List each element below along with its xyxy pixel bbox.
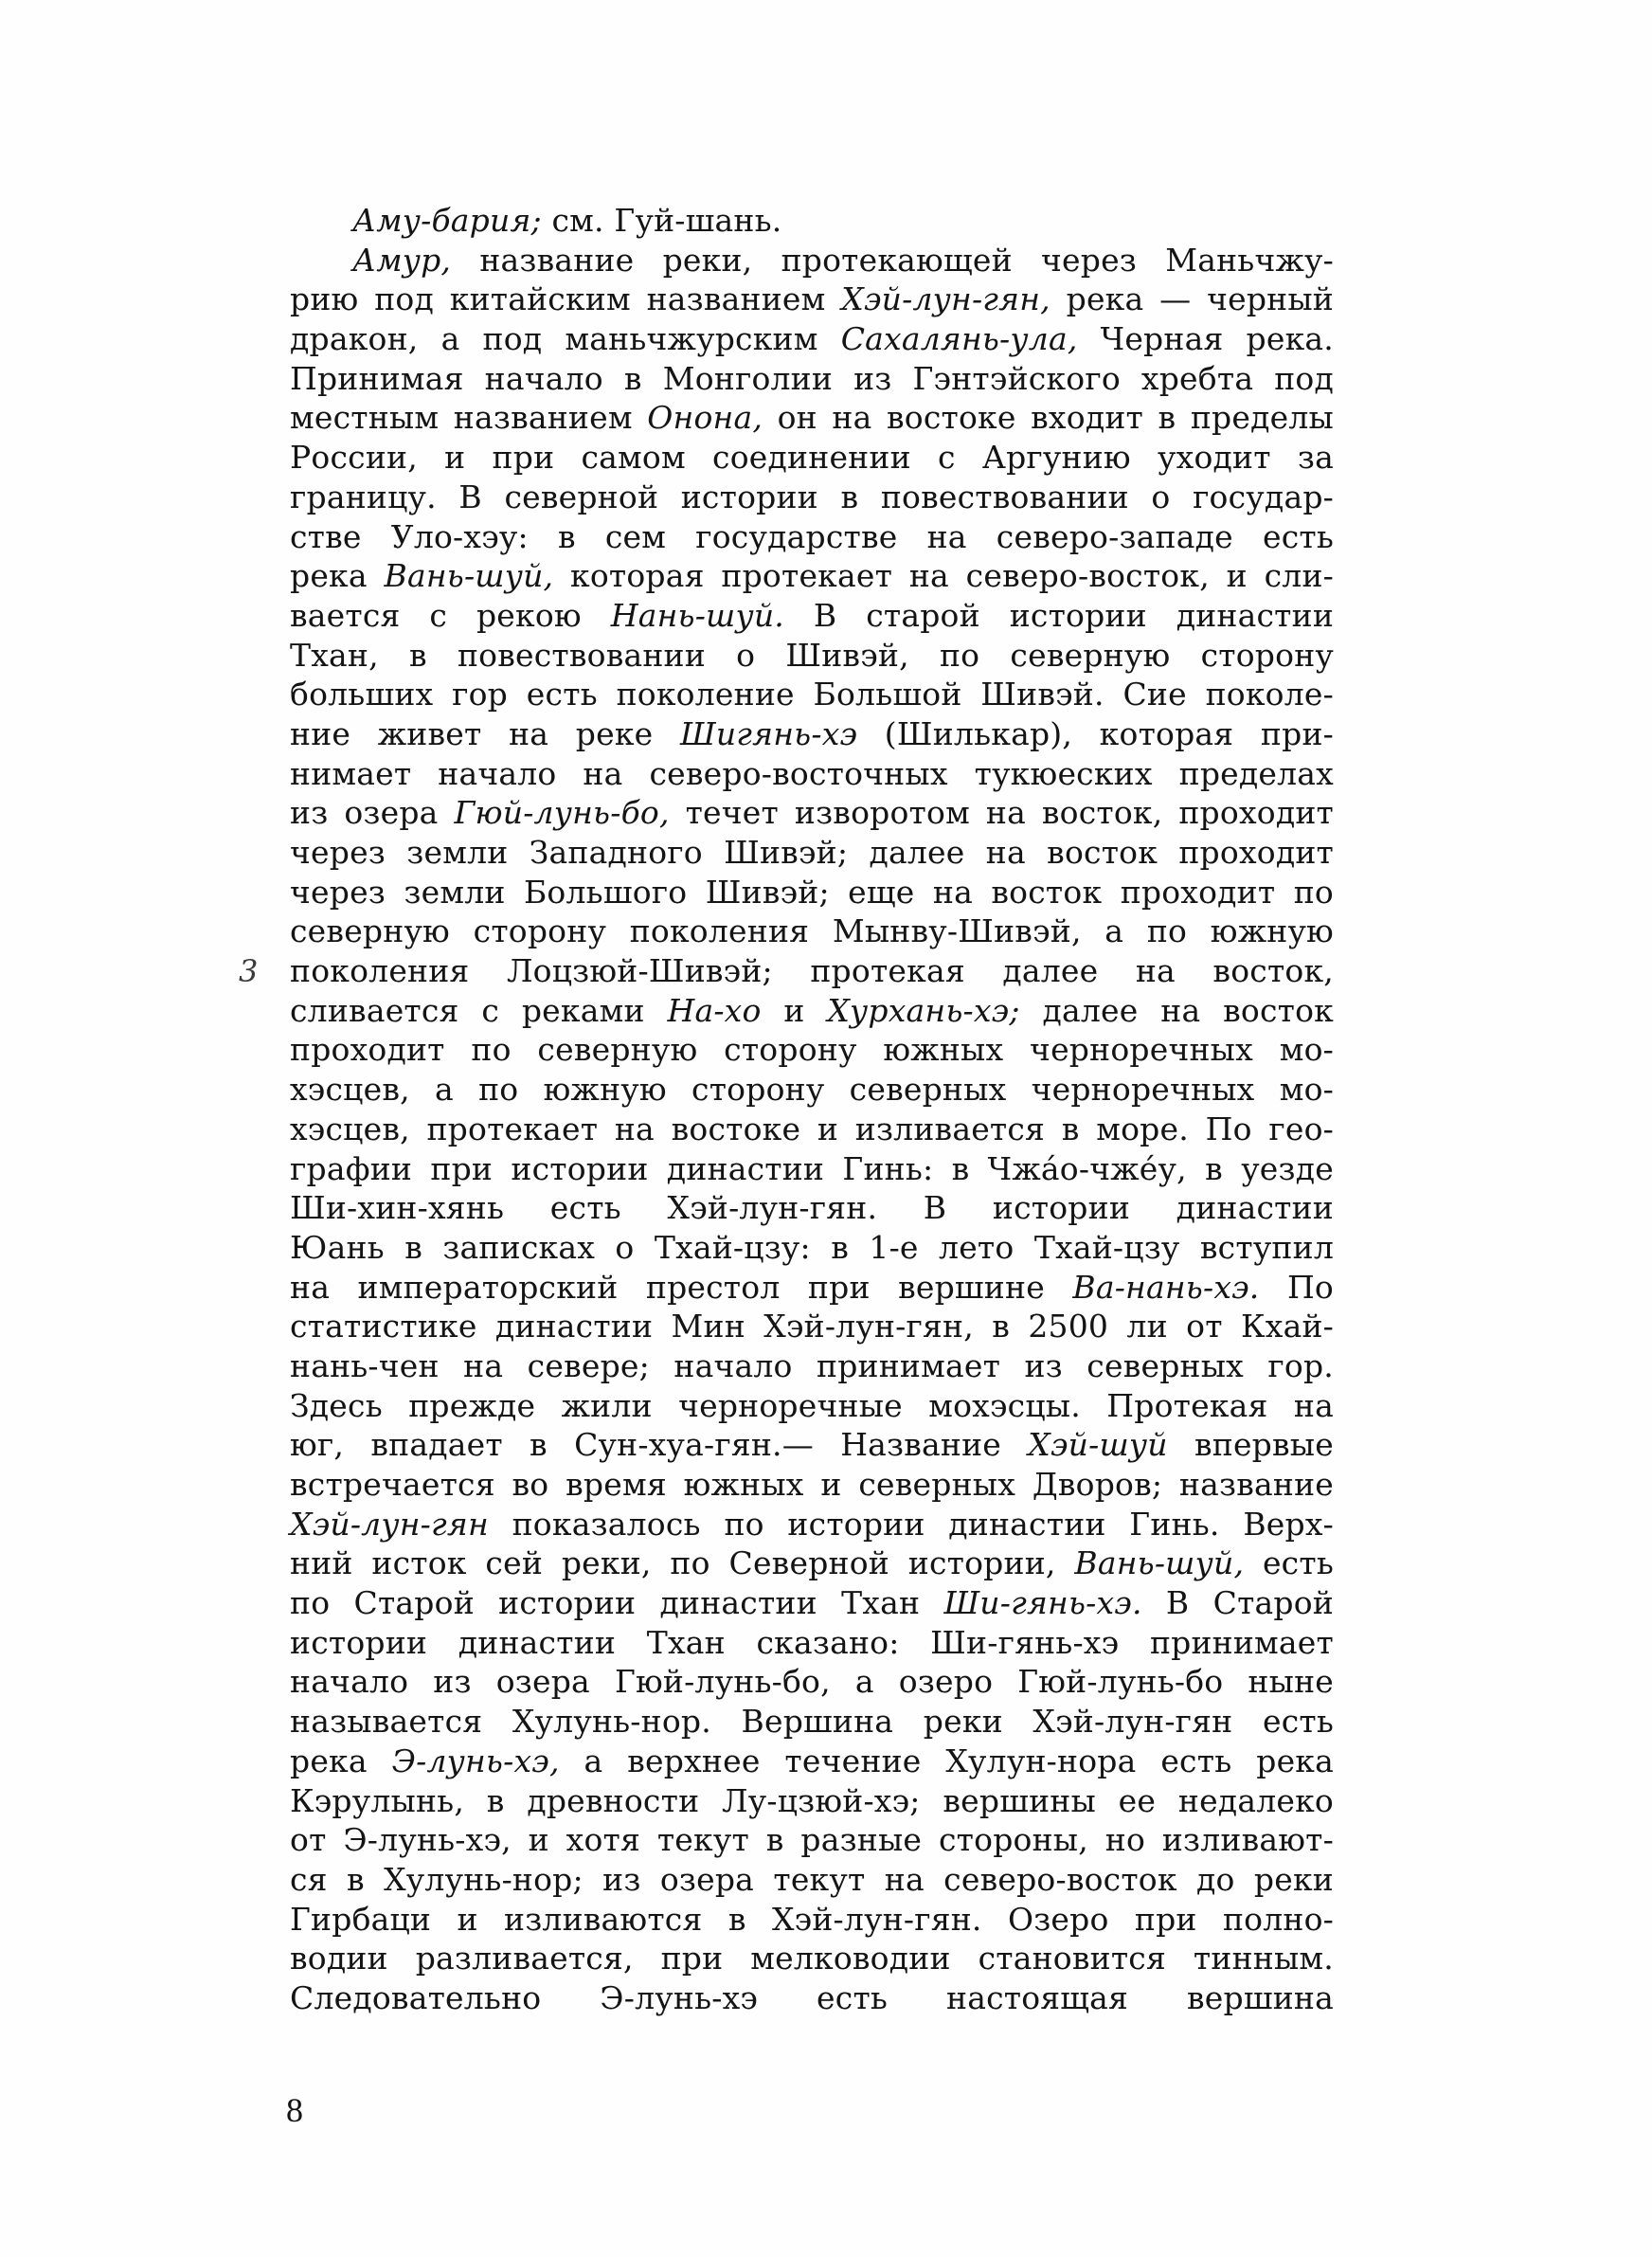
text-line: [290, 991, 1334, 1031]
text-run: Юань в записках о Тхай-цзу: в 1-е лето Тхай-цзу вступил: [290, 1228, 1334, 1266]
text-run: проходит по северную сторону южных черноречных мо-: [290, 1031, 1334, 1069]
text-run: рию под китайским названием: [290, 280, 842, 318]
text-run: начало из озера Гюй-лунь-бо, а озеро Гюй-лунь-бо ныне: [290, 1663, 1334, 1701]
text-run: местным названием: [290, 399, 648, 437]
italic-term: Э-лунь-хэ,: [391, 1742, 560, 1779]
text-run: больших гор есть поколение Большой Шивэй. Сие поколе-: [290, 676, 1334, 713]
text-line: [290, 438, 1334, 478]
text-run: графии при истории династии Гинь: в Чжáо-чжéу, в уезде: [290, 1149, 1334, 1187]
text-line: [290, 319, 1334, 359]
text-line: [290, 912, 1334, 951]
text-run: которая протекает на северо-восток, и сли-: [553, 557, 1334, 595]
text-run: далее на восток: [1019, 991, 1334, 1029]
text-run: статистике династии Мин Хэй-лун-гян, в 2500 ли от Кхай-: [290, 1308, 1334, 1345]
italic-term: Гюй-лунь-бо,: [454, 794, 670, 832]
text-line: [290, 280, 1334, 319]
text-line: [290, 754, 1334, 794]
text-line: [290, 1623, 1334, 1663]
text-run: стве Уло-хэу: в сем государстве на северо-западе есть: [290, 517, 1334, 555]
text-run: через земли Западного Шивэй; далее на восток проходит: [290, 834, 1334, 871]
text-run: Здесь прежде жили черноречные мохэсцы. Протекая на: [290, 1386, 1334, 1424]
text-run: через земли Большого Шивэй; еще на восток проходит по: [290, 873, 1334, 911]
body-text: [290, 201, 1334, 2018]
text-line: [290, 517, 1334, 557]
margin-mark: 3: [239, 953, 259, 989]
text-run: хэсцев, протекает на востоке и изливается в море. По гео-: [290, 1110, 1334, 1147]
text-run: дракон, а под маньчжурским: [290, 320, 841, 358]
italic-term: Хэй-лун-гян: [290, 1505, 489, 1543]
text-line: [290, 1583, 1334, 1623]
italic-term: Шигянь-хэ: [680, 714, 858, 752]
text-run: северную сторону поколения Мынву-Шивэй, а по южную: [290, 912, 1334, 950]
italic-term: Сахалянь-ула,: [840, 320, 1078, 358]
text-line: [290, 1268, 1334, 1308]
text-run: называется Хулунь-нор. Вершина реки Хэй-лун-гян есть: [290, 1703, 1334, 1741]
italic-term: Онона,: [647, 399, 763, 437]
text-run: показалось по истории династии Гинь. Верх-: [488, 1505, 1334, 1543]
text-line: [290, 1386, 1334, 1426]
italic-term: Аму-бария;: [352, 202, 542, 239]
text-run: и: [761, 991, 828, 1029]
text-run: впервые: [1167, 1426, 1334, 1464]
text-run: от Э-лунь-хэ, и хотя текут в разные стороны, но изливают-: [290, 1821, 1334, 1859]
text-run: нань-чен на севере; начало принимает из северных гор.: [290, 1346, 1334, 1384]
text-run: встречается во время южных и северных Дворов; название: [290, 1466, 1334, 1503]
italic-term: Хурхань-хэ;: [827, 991, 1020, 1029]
text-run: Ши-хин-хянь есть Хэй-лун-гян. В истории династии: [290, 1189, 1334, 1227]
page-number: 8: [286, 2091, 303, 2129]
text-line: [290, 714, 1334, 754]
italic-term: Хэй-лун-гян,: [841, 280, 1050, 318]
text-line: [290, 1781, 1334, 1821]
text-line: [290, 636, 1334, 676]
italic-term: Ши-гянь-хэ.: [943, 1584, 1142, 1622]
text-run: В Старой: [1141, 1584, 1335, 1622]
text-run: По: [1259, 1268, 1334, 1306]
text-run: река — черный: [1050, 280, 1335, 318]
text-run: Принимая начало в Монголии из Гэнтэйского хребта под: [290, 359, 1334, 397]
text-line: [290, 1228, 1334, 1268]
text-run: Тхан, в повествовании о Шивэй, по северную сторону: [290, 636, 1334, 674]
text-line: [290, 833, 1334, 873]
text-line: [290, 1820, 1334, 1860]
text-run: юг, впадает в Сун-хуа-гян.— Название: [290, 1426, 1029, 1464]
text-line: [290, 1465, 1334, 1505]
text-run: нимает начало на северо-восточных тукюеских пределах: [290, 754, 1334, 792]
text-line: [290, 1110, 1334, 1149]
text-run: хэсцев, а по южную сторону северных черноречных мо-: [290, 1071, 1334, 1109]
text-line: [290, 241, 1334, 280]
text-run: Кэрулынь, в древности Лу-цзюй-хэ; вершины ее недалеко: [290, 1781, 1334, 1819]
text-line: [290, 1900, 1334, 1940]
text-run: по Старой истории династии Тхан: [290, 1584, 944, 1622]
text-run: водии разливается, при мелководии становится тинным.: [290, 1940, 1334, 1977]
text-run: на императорский престол при вершине: [290, 1268, 1073, 1306]
text-run: ся в Хулунь-нор; из озера текут на северо-восток до реки: [290, 1860, 1334, 1898]
text-line: [290, 1702, 1334, 1742]
text-line: [290, 793, 1334, 833]
text-run: он на востоке входит в пределы: [763, 399, 1334, 437]
text-line: [290, 1978, 1334, 2018]
text-line: [290, 398, 1334, 438]
text-run: есть: [1244, 1544, 1334, 1582]
text-run: Гирбаци и изливаются в Хэй-лун-гян. Озеро при полно-: [290, 1900, 1334, 1938]
text-run: см. Гуй-шань.: [541, 202, 782, 239]
text-run: сливается с реками: [290, 991, 668, 1029]
text-line: [290, 1070, 1334, 1110]
text-line: [290, 1860, 1334, 1900]
text-run: Черная река.: [1077, 320, 1334, 358]
text-run: из озера: [290, 794, 455, 832]
text-line: [290, 201, 1334, 241]
text-run: ний исток сей реки, по Северной истории,: [290, 1544, 1075, 1582]
text-run: название реки, протекающей через Маньчжу-: [451, 241, 1334, 279]
text-line: [290, 1346, 1334, 1386]
text-line: [290, 1939, 1334, 1978]
text-line: [290, 1505, 1334, 1544]
text-line: [290, 675, 1334, 714]
text-line: [290, 1544, 1334, 1583]
text-line: [290, 1425, 1334, 1465]
text-run: течет изворотом на восток, проходит: [669, 794, 1334, 832]
italic-term: Ва-нань-хэ.: [1072, 1268, 1260, 1306]
text-line: [290, 478, 1334, 517]
text-run: истории династии Тхан сказано: Ши-гянь-хэ принимает: [290, 1623, 1334, 1661]
text-run: России, и при самом соединении с Аргунию уходит за: [290, 439, 1334, 477]
text-line: [290, 1030, 1334, 1070]
text-run: река: [290, 1742, 392, 1779]
italic-term: Хэй-шуй: [1028, 1426, 1168, 1464]
text-run: вается с рекою: [290, 596, 611, 634]
text-line: [290, 359, 1334, 399]
italic-term: Вань-шуй,: [384, 557, 554, 595]
text-line: [290, 951, 1334, 991]
text-run: Следовательно Э-лунь-хэ есть настоящая вершина: [290, 1978, 1334, 2016]
italic-term: Нань-шуй.: [610, 596, 785, 634]
text-run: ние живет на реке: [290, 714, 680, 752]
text-run: поколения Лоцзюй-Шивэй; протекая далее на восток,: [290, 952, 1334, 990]
text-line: [290, 1662, 1334, 1702]
text-line: [290, 873, 1334, 912]
text-run: границу. В северной истории в повествовании о государ-: [290, 478, 1334, 515]
italic-term: Вань-шуй,: [1074, 1544, 1245, 1582]
text-line: [290, 556, 1334, 596]
italic-term: На-хо: [667, 991, 762, 1029]
text-run: а верхнее течение Хулун-нора есть река: [559, 1742, 1334, 1779]
text-run: (Шилькар), которая при-: [857, 714, 1334, 752]
text-run: река: [290, 557, 385, 595]
text-line: [290, 1149, 1334, 1189]
text-line: [290, 1307, 1334, 1346]
text-run: В старой истории династии: [784, 596, 1335, 634]
italic-term: Амур,: [352, 241, 452, 279]
text-line: [290, 1188, 1334, 1228]
text-line: [290, 596, 1334, 636]
text-line: [290, 1742, 1334, 1781]
